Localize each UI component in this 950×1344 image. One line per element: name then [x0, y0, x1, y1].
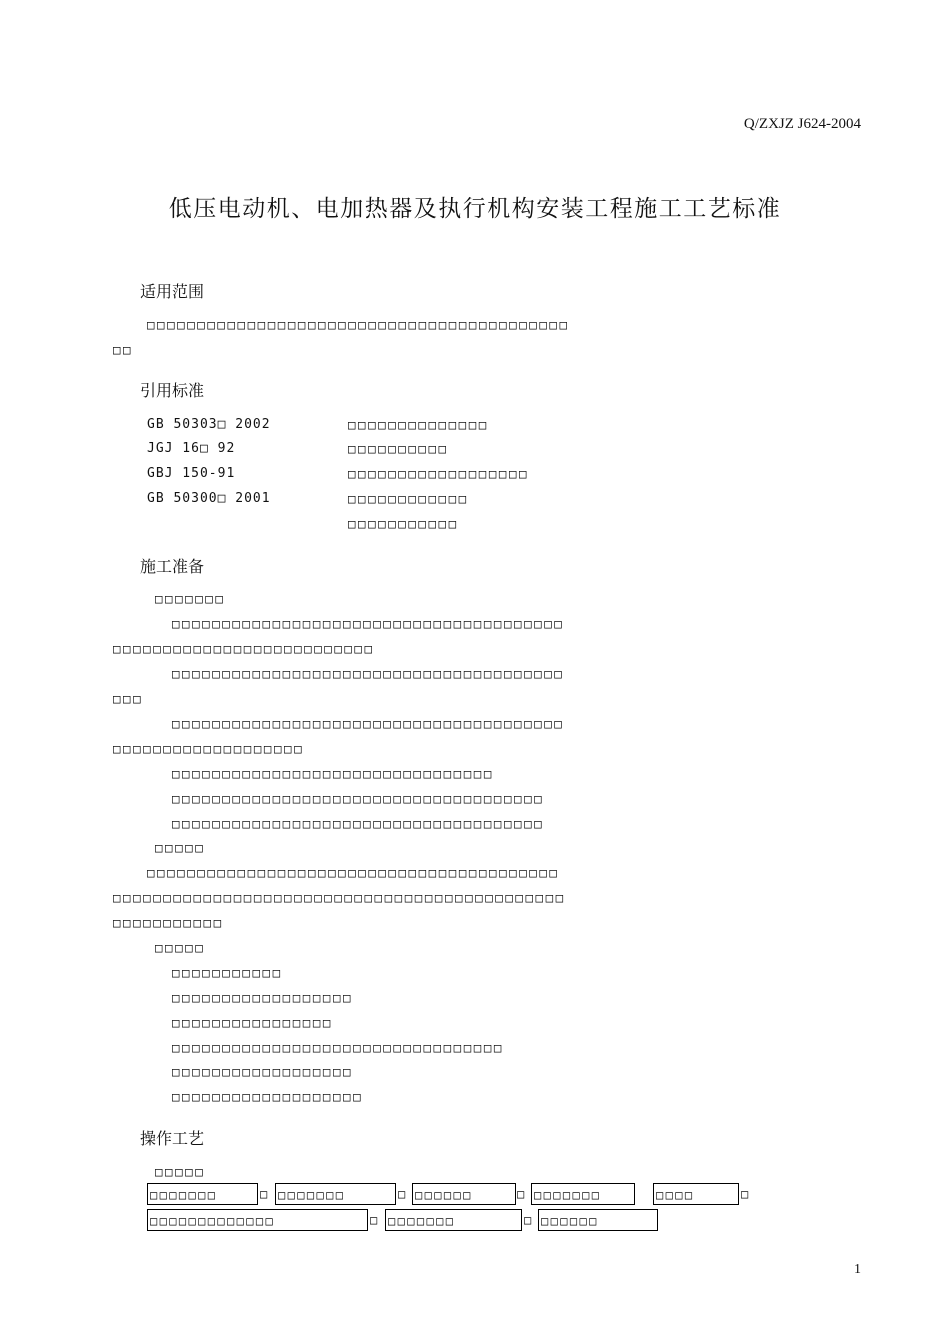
- paragraph-line: □□□□□□□□□□□□□□□□□□□□□□□□□□□□□□□□□□□□□□□□□: [147, 865, 560, 880]
- paragraph-line: □□□□□□□□□□□□□□□□□□□□□□□□□□□□□□□□□□□□□□□: [172, 716, 565, 731]
- list-item: □□□□□□□□□□□□□□□□□□: [172, 1064, 354, 1079]
- paragraph-line: □□□□□□□□□□□□□□□□□□□□□□□□□□□□□□□□: [172, 766, 494, 781]
- flow-arrow: □: [517, 1187, 525, 1201]
- standard-code: JGJ 16□ 92: [147, 441, 236, 456]
- paragraph-line: □□□□□□□□□□□□□□□□□□□□□□□□□□□□□□□□□□□□□: [172, 816, 545, 831]
- flow-step: □□□□□□□: [385, 1209, 522, 1231]
- flow-arrow: □: [524, 1213, 532, 1227]
- standard-code: GB 50300□ 2001: [147, 491, 271, 506]
- standard-code: GBJ 150-91: [147, 466, 236, 481]
- document-code: Q/ZXJZ J624-2004: [743, 116, 861, 132]
- list-item: □□□□□□□□□□□□□□□□: [172, 1015, 333, 1030]
- flow-arrow: □: [741, 1187, 749, 1201]
- paragraph-line: □□□□□□□□□□□: [113, 915, 224, 930]
- standard-name: □□□□□□□□□□□□□□□□□□: [348, 466, 530, 481]
- subheading: □□□□□: [155, 940, 206, 955]
- document-title: 低压电动机、电加热器及执行机构安装工程施工工艺标准: [168, 196, 782, 222]
- flow-step: □□□□□□□: [275, 1183, 396, 1205]
- flow-step: □□□□□□: [412, 1183, 516, 1205]
- paragraph-line: □□□: [113, 691, 144, 706]
- flow-arrow: □: [260, 1187, 268, 1201]
- flow-step: □□□□□□: [538, 1209, 658, 1231]
- subheading: □□□□□: [155, 840, 206, 855]
- section-heading-preparation: 施工准备: [140, 557, 205, 576]
- flow-arrow: □: [398, 1187, 406, 1201]
- list-item: □□□□□□□□□□□□□□□□□□□: [172, 1089, 364, 1104]
- subheading: □□□□□□□: [155, 591, 226, 606]
- standard-name: □□□□□□□□□□□: [348, 516, 459, 531]
- paragraph-line: □□□□□□□□□□□□□□□□□□□□□□□□□□: [113, 641, 375, 656]
- paragraph-line: □□□□□□□□□□□□□□□□□□□□□□□□□□□□□□□□□□□□□□□□□□□□□: [113, 890, 566, 905]
- flow-arrow: □: [370, 1213, 378, 1227]
- paragraph-line: □□□□□□□□□□□□□□□□□□□□□□□□□□□□□□□□□□□□□: [172, 791, 545, 806]
- section-heading-standards: 引用标准: [140, 381, 205, 400]
- section-heading-operation: 操作工艺: [140, 1129, 205, 1148]
- paragraph-line: □□□□□□□□□□□□□□□□□□□: [113, 741, 305, 756]
- list-item: □□□□□□□□□□□□□□□□□□□□□□□□□□□□□□□□□: [172, 1040, 504, 1055]
- flow-step: □□□□: [653, 1183, 739, 1205]
- paragraph-line: □□□□□□□□□□□□□□□□□□□□□□□□□□□□□□□□□□□□□□□□□□: [147, 317, 570, 332]
- list-item: □□□□□□□□□□□: [172, 965, 283, 980]
- paragraph-line: □□: [113, 342, 134, 357]
- flow-step: □□□□□□□□□□□□□: [147, 1209, 368, 1231]
- flow-step: □□□□□□□: [531, 1183, 635, 1205]
- paragraph-line: □□□□□□□□□□□□□□□□□□□□□□□□□□□□□□□□□□□□□□□: [172, 666, 565, 681]
- flow-step: □□□□□□□: [147, 1183, 258, 1205]
- subheading: □□□□□: [155, 1164, 206, 1179]
- standard-name: □□□□□□□□□□□□: [348, 491, 469, 506]
- standard-name: □□□□□□□□□□: [348, 441, 449, 456]
- page-number: 1: [854, 1262, 861, 1277]
- standard-name: □□□□□□□□□□□□□□: [348, 417, 489, 432]
- paragraph-line: □□□□□□□□□□□□□□□□□□□□□□□□□□□□□□□□□□□□□□□: [172, 616, 565, 631]
- section-heading-scope: 适用范围: [140, 282, 205, 301]
- standard-code: GB 50303□ 2002: [147, 417, 271, 432]
- list-item: □□□□□□□□□□□□□□□□□□: [172, 990, 354, 1005]
